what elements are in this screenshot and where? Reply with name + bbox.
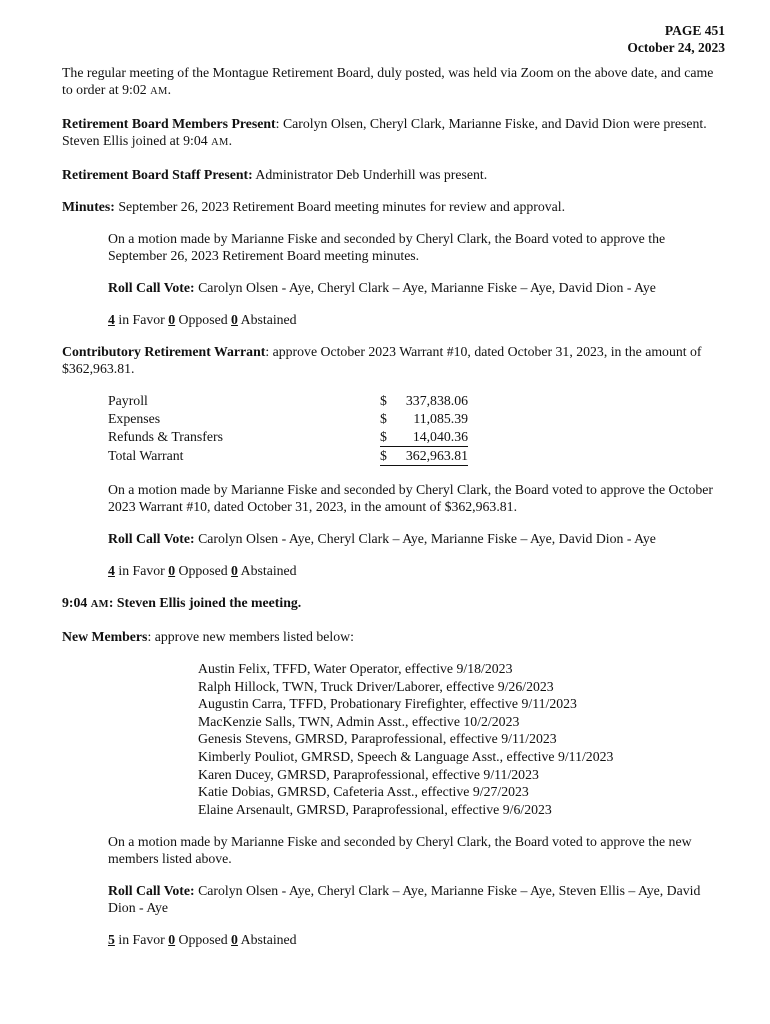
intro-paragraph: The regular meeting of the Montague Retirement Board, duly posted, was held via Zoom on the above date, and came to order at 9:02 AM. (62, 65, 714, 97)
warrant-table (108, 392, 468, 466)
warrant-item: Contributory Retirement Warrant: approve October 2023 Warrant #10, dated October 31, 2023, in the amount of $362,963.81. (62, 344, 702, 376)
table-row-total: Total Warrant $ 362,963.81 (108, 447, 468, 466)
warrant-motion: On a motion made by Marianne Fiske and seconded by Cheryl Clark, the Board voted to approve the October 2023 Warrant #10, dated October 31, 2023, in the amount of $362,963.81. (108, 482, 713, 514)
ellis-joined: 9:04 AM: Steven Ellis joined the meeting. (62, 595, 302, 610)
list-item: Elaine Arsenault, GMRSD, Paraprofessional, effective 9/6/2023 (198, 801, 552, 817)
roll-call-vote: Roll Call Vote: Carolyn Olsen - Aye, Cheryl Clark – Aye, Marianne Fiske – Aye, David Dion - Aye (108, 280, 656, 295)
list-item: Katie Dobias, GMRSD, Cafeteria Asst., effective 9/27/2023 (198, 784, 529, 800)
list-item: Augustin Carra, TFFD, Probationary Firefighter, effective 9/11/2023 (198, 696, 577, 712)
list-item: Ralph Hillock, TWN, Truck Driver/Laborer, effective 9/26/2023 (198, 678, 554, 694)
staff-present: Retirement Board Staff Present: Administrator Deb Underhill was present. (62, 167, 488, 182)
members-motion: On a motion made by Marianne Fiske and seconded by Cheryl Clark, the Board voted to approve the new members listed above. (108, 834, 692, 867)
list-item: MacKenzie Salls, TWN, Admin Asst., effective 10/2/2023 (198, 713, 520, 729)
members-present: Retirement Board Members Present: Carolyn Olsen, Cheryl Clark, Marianne Fiske, and David Dion were present. Steven Ellis joined at 9:04 AM. (62, 116, 707, 148)
new-members-item: New Members: approve new members listed below: (62, 629, 354, 644)
minutes-item: Minutes: September 26, 2023 Retirement Board meeting minutes for review and approval. (62, 199, 566, 214)
roll-call-vote: Roll Call Vote: Carolyn Olsen - Aye, Cheryl Clark – Aye, Marianne Fiske – Aye, David Dion - Aye (108, 531, 656, 546)
meeting-date: October 24, 2023 (627, 40, 725, 55)
new-members-list (198, 660, 722, 818)
minutes-body (62, 64, 722, 948)
vote-tally: 4 in Favor 0 Opposed 0 Abstained (108, 312, 297, 327)
minutes-motion: On a motion made by Marianne Fiske and seconded by Cheryl Clark, the Board voted to approve the September 26, 2023 Retirement Board meeting minutes. (108, 231, 666, 263)
list-item: Genesis Stevens, GMRSD, Paraprofessional, effective 9/11/2023 (198, 731, 557, 747)
page-number: PAGE 451 (664, 23, 725, 38)
table-row: Expenses $ 11,085.39 (108, 411, 468, 426)
vote-tally: 4 in Favor 0 Opposed 0 Abstained (108, 563, 297, 578)
roll-call-vote: Roll Call Vote: Carolyn Olsen - Aye, Cheryl Clark – Aye, Marianne Fiske – Aye, Steven Ellis – Aye, David Dion - Aye (108, 883, 701, 916)
page-header (627, 22, 725, 56)
table-row: Payroll $ 337,838.06 (108, 393, 468, 408)
vote-tally: 5 in Favor 0 Opposed 0 Abstained (108, 932, 297, 948)
list-item: Kimberly Pouliot, GMRSD, Speech & Language Asst., effective 9/11/2023 (198, 748, 614, 764)
list-item: Austin Felix, TFFD, Water Operator, effective 9/18/2023 (198, 661, 513, 676)
table-row: Refunds & Transfers $ 14,040.36 (108, 428, 468, 447)
list-item: Karen Ducey, GMRSD, Paraprofessional, effective 9/11/2023 (198, 766, 539, 782)
